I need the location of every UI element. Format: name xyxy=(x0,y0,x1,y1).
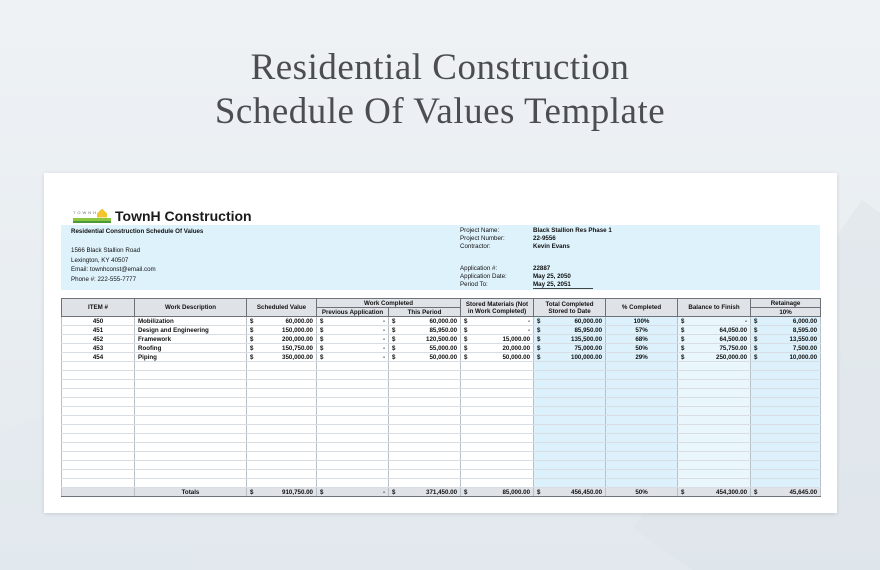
empty-cell[interactable] xyxy=(461,380,534,389)
empty-cell[interactable] xyxy=(62,380,135,389)
empty-cell[interactable] xyxy=(389,389,461,398)
header-scheduled-value: Scheduled Value xyxy=(247,299,317,317)
header-description: Work Description xyxy=(135,299,247,317)
empty-cell[interactable] xyxy=(678,389,751,398)
empty-cell[interactable] xyxy=(678,407,751,416)
empty-cell[interactable] xyxy=(751,443,821,452)
empty-cell[interactable] xyxy=(534,407,606,416)
empty-cell[interactable] xyxy=(62,461,135,470)
empty-cell[interactable] xyxy=(317,434,389,443)
empty-cell[interactable] xyxy=(389,479,461,488)
empty-cell[interactable] xyxy=(389,407,461,416)
empty-cell[interactable] xyxy=(751,479,821,488)
empty-cell[interactable] xyxy=(461,398,534,407)
empty-cell[interactable] xyxy=(62,479,135,488)
empty-cell[interactable] xyxy=(534,461,606,470)
page-heading-line2: Schedule Of Values Template xyxy=(214,91,666,132)
schedule-of-values-table xyxy=(61,298,821,497)
empty-cell[interactable] xyxy=(678,425,751,434)
empty-cell[interactable] xyxy=(247,416,317,425)
empty-cell[interactable] xyxy=(606,380,678,389)
empty-cell[interactable] xyxy=(751,407,821,416)
empty-cell[interactable] xyxy=(534,479,606,488)
empty-cell[interactable] xyxy=(751,470,821,479)
empty-cell[interactable] xyxy=(461,425,534,434)
empty-cell[interactable] xyxy=(461,362,534,371)
contact-info xyxy=(71,227,203,284)
empty-cell[interactable] xyxy=(317,371,389,380)
empty-cell[interactable] xyxy=(534,362,606,371)
table-row: 452 Framework $ 200,000.00 $ - $ 120,500.00 $ 15,000.00 $ 135,500.00 68% $ 64,500.00 $ 13,550.00 xyxy=(62,335,821,344)
company-header xyxy=(73,208,252,224)
empty-cell[interactable] xyxy=(247,380,317,389)
empty-cell[interactable] xyxy=(317,443,389,452)
empty-row xyxy=(62,443,821,452)
header-item: ITEM # xyxy=(62,299,135,317)
empty-cell[interactable] xyxy=(135,443,247,452)
project-name: Black Stallion Res Phase 1 xyxy=(533,227,612,234)
header-retainage-rate: 10% xyxy=(751,308,821,317)
header-percent-completed: % Completed xyxy=(606,299,678,317)
empty-cell[interactable] xyxy=(534,470,606,479)
empty-cell[interactable] xyxy=(461,461,534,470)
empty-cell[interactable] xyxy=(461,479,534,488)
empty-cell[interactable] xyxy=(389,425,461,434)
empty-cell[interactable] xyxy=(751,434,821,443)
doc-title: Residential Construction Schedule Of Values xyxy=(71,228,204,235)
empty-cell[interactable] xyxy=(317,452,389,461)
total-previous: $ - xyxy=(317,488,389,497)
empty-cell[interactable] xyxy=(534,452,606,461)
empty-cell[interactable] xyxy=(247,434,317,443)
empty-cell[interactable] xyxy=(606,452,678,461)
empty-cell[interactable] xyxy=(751,371,821,380)
empty-cell[interactable] xyxy=(678,470,751,479)
empty-row xyxy=(62,371,821,380)
empty-cell[interactable] xyxy=(534,443,606,452)
empty-row xyxy=(62,479,821,488)
empty-cell[interactable] xyxy=(461,434,534,443)
empty-cell[interactable] xyxy=(317,470,389,479)
info-band xyxy=(61,225,820,290)
empty-cell[interactable] xyxy=(461,416,534,425)
empty-cell[interactable] xyxy=(606,416,678,425)
empty-cell[interactable] xyxy=(62,398,135,407)
empty-cell[interactable] xyxy=(62,416,135,425)
empty-row xyxy=(62,362,821,371)
total-scheduled: $ 910,750.00 xyxy=(247,488,317,497)
empty-cell[interactable] xyxy=(606,434,678,443)
empty-cell[interactable] xyxy=(678,461,751,470)
empty-cell[interactable] xyxy=(247,425,317,434)
contractor: Kevin Evans xyxy=(533,243,570,250)
contractor-label: Contractor: xyxy=(460,243,491,250)
empty-cell[interactable] xyxy=(678,434,751,443)
empty-cell[interactable] xyxy=(389,434,461,443)
empty-cell[interactable] xyxy=(534,389,606,398)
empty-cell[interactable] xyxy=(317,362,389,371)
project-number-label: Project Number: xyxy=(460,235,505,242)
address-line1: 1566 Black Stallion Road xyxy=(71,247,141,254)
empty-cell[interactable] xyxy=(135,425,247,434)
empty-cell[interactable] xyxy=(751,461,821,470)
empty-cell[interactable] xyxy=(751,452,821,461)
divider xyxy=(533,288,593,289)
application-no: 22887 xyxy=(533,265,551,272)
empty-row xyxy=(62,425,821,434)
empty-cell[interactable] xyxy=(534,425,606,434)
page-heading xyxy=(0,46,880,134)
empty-cell[interactable] xyxy=(751,398,821,407)
empty-cell[interactable] xyxy=(461,452,534,461)
empty-cell[interactable] xyxy=(247,407,317,416)
empty-cell[interactable] xyxy=(317,416,389,425)
header-retainage: Retainage xyxy=(751,299,821,308)
empty-cell[interactable] xyxy=(534,398,606,407)
table-row: 450 Mobilization $ 60,000.00 $ - $ 60,000.00 $ - $ 60,000.00 100% $ - $ 6,000.00 xyxy=(62,317,821,326)
empty-cell[interactable] xyxy=(247,452,317,461)
application-no-label: Application #: xyxy=(460,265,498,272)
empty-cell[interactable] xyxy=(678,380,751,389)
empty-cell[interactable] xyxy=(678,452,751,461)
empty-cell[interactable] xyxy=(606,479,678,488)
empty-cell[interactable] xyxy=(135,452,247,461)
empty-cell[interactable] xyxy=(62,443,135,452)
empty-cell[interactable] xyxy=(534,380,606,389)
empty-cell[interactable] xyxy=(135,407,247,416)
application-date: May 25, 2050 xyxy=(533,273,571,280)
empty-cell[interactable] xyxy=(606,470,678,479)
empty-cell[interactable] xyxy=(751,362,821,371)
empty-cell[interactable] xyxy=(317,407,389,416)
empty-cell[interactable] xyxy=(135,380,247,389)
empty-cell[interactable] xyxy=(606,398,678,407)
empty-row xyxy=(62,416,821,425)
project-name-label: Project Name: xyxy=(460,227,500,234)
empty-cell[interactable] xyxy=(62,452,135,461)
empty-cell[interactable] xyxy=(678,371,751,380)
empty-cell[interactable] xyxy=(389,461,461,470)
empty-cell[interactable] xyxy=(389,443,461,452)
empty-cell[interactable] xyxy=(135,479,247,488)
empty-row xyxy=(62,461,821,470)
empty-cell[interactable] xyxy=(461,443,534,452)
empty-cell[interactable] xyxy=(317,461,389,470)
empty-cell[interactable] xyxy=(534,416,606,425)
empty-cell[interactable] xyxy=(751,389,821,398)
empty-cell[interactable] xyxy=(135,398,247,407)
empty-cell[interactable] xyxy=(247,362,317,371)
empty-cell[interactable] xyxy=(135,371,247,380)
address-line2: Lexington, KY 40507 xyxy=(71,256,129,264)
table-row: 451 Design and Engineering $ 150,000.00 $ - $ 85,950.00 $ - $ 85,950.00 57% $ 64,050.00 $ 8,595.00 xyxy=(62,326,821,335)
empty-cell[interactable] xyxy=(62,407,135,416)
empty-cell[interactable] xyxy=(606,407,678,416)
empty-cell[interactable] xyxy=(247,470,317,479)
empty-cell[interactable] xyxy=(678,479,751,488)
empty-cell[interactable] xyxy=(678,416,751,425)
empty-cell[interactable] xyxy=(317,380,389,389)
table-row: 454 Piping $ 350,000.00 $ - $ 50,000.00 $ 50,000.00 $ 100,000.00 29% $ 250,000.00 $ 10,000.00 xyxy=(62,353,821,362)
header-stored-materials: Stored Materials (Not in Work Completed) xyxy=(461,299,534,317)
empty-row xyxy=(62,380,821,389)
header-work-completed: Work Completed xyxy=(317,299,461,308)
empty-cell[interactable] xyxy=(247,461,317,470)
empty-cell[interactable] xyxy=(606,371,678,380)
empty-cell[interactable] xyxy=(461,389,534,398)
header-previous-application: Previous Application xyxy=(317,308,389,317)
empty-cell[interactable] xyxy=(606,362,678,371)
empty-cell[interactable] xyxy=(247,398,317,407)
empty-row xyxy=(62,470,821,479)
empty-cell[interactable] xyxy=(606,425,678,434)
empty-cell[interactable] xyxy=(389,398,461,407)
empty-cell[interactable] xyxy=(678,398,751,407)
empty-row xyxy=(62,407,821,416)
empty-cell[interactable] xyxy=(317,479,389,488)
total-balance: $ 454,300.00 xyxy=(678,488,751,497)
empty-cell[interactable] xyxy=(62,434,135,443)
empty-cell[interactable] xyxy=(135,470,247,479)
empty-cell[interactable] xyxy=(62,425,135,434)
empty-cell[interactable] xyxy=(62,371,135,380)
empty-cell[interactable] xyxy=(678,362,751,371)
totals-row xyxy=(62,488,821,497)
period-to: May 25, 2051 xyxy=(533,281,571,288)
empty-cell[interactable] xyxy=(62,362,135,371)
project-info xyxy=(460,227,612,289)
empty-cell[interactable] xyxy=(606,443,678,452)
empty-cell[interactable] xyxy=(534,371,606,380)
empty-cell[interactable] xyxy=(389,452,461,461)
empty-cell[interactable] xyxy=(62,470,135,479)
total-completed: $ 456,450.00 xyxy=(534,488,606,497)
empty-cell[interactable] xyxy=(751,425,821,434)
empty-cell[interactable] xyxy=(247,389,317,398)
empty-row xyxy=(62,398,821,407)
company-logo-icon: TOWNH xyxy=(73,209,111,224)
phone: Phone #: 222-555-7777 xyxy=(71,275,137,283)
page-heading-line1: Residential Construction xyxy=(250,47,630,88)
empty-row xyxy=(62,452,821,461)
total-stored: $ 85,000.00 xyxy=(461,488,534,497)
empty-cell[interactable] xyxy=(135,389,247,398)
empty-cell[interactable] xyxy=(135,461,247,470)
spreadsheet xyxy=(44,173,837,513)
total-retainage: $ 45,645.00 xyxy=(751,488,821,497)
empty-cell[interactable] xyxy=(389,362,461,371)
total-percent: 50% xyxy=(606,488,678,497)
empty-cell[interactable] xyxy=(461,371,534,380)
empty-cell[interactable] xyxy=(135,434,247,443)
email: Email: townhconst@email.com xyxy=(71,266,156,273)
empty-row xyxy=(62,434,821,443)
empty-cell[interactable] xyxy=(534,434,606,443)
header-this-period: This Period xyxy=(389,308,461,317)
total-this-period: $ 371,450.00 xyxy=(389,488,461,497)
company-name: TownH Construction xyxy=(115,208,252,224)
empty-row xyxy=(62,389,821,398)
application-date-label: Application Date: xyxy=(460,273,507,280)
empty-cell[interactable] xyxy=(135,362,247,371)
empty-cell[interactable] xyxy=(247,371,317,380)
empty-cell[interactable] xyxy=(247,443,317,452)
totals-label: Totals xyxy=(135,488,247,497)
table-row: 453 Roofing $ 150,750.00 $ - $ 55,000.00 $ 20,000.00 $ 75,000.00 50% $ 75,750.00 $ 7,500.00 xyxy=(62,344,821,353)
empty-cell[interactable] xyxy=(389,371,461,380)
empty-cell[interactable] xyxy=(247,479,317,488)
empty-cell[interactable] xyxy=(751,380,821,389)
empty-cell[interactable] xyxy=(678,443,751,452)
empty-cell[interactable] xyxy=(317,389,389,398)
empty-cell[interactable] xyxy=(62,389,135,398)
empty-cell[interactable] xyxy=(461,407,534,416)
empty-cell[interactable] xyxy=(389,380,461,389)
empty-cell[interactable] xyxy=(135,416,247,425)
empty-cell[interactable] xyxy=(606,389,678,398)
project-number: 22-9556 xyxy=(533,235,556,242)
empty-cell[interactable] xyxy=(461,470,534,479)
empty-cell[interactable] xyxy=(751,416,821,425)
empty-cell[interactable] xyxy=(389,470,461,479)
empty-cell[interactable] xyxy=(317,398,389,407)
empty-cell[interactable] xyxy=(317,425,389,434)
empty-cell[interactable] xyxy=(389,416,461,425)
empty-cell[interactable] xyxy=(606,461,678,470)
header-balance: Balance to Finish xyxy=(678,299,751,317)
header-total-completed: Total Completed Stored to Date xyxy=(534,299,606,317)
period-to-label: Period To: xyxy=(460,281,488,288)
